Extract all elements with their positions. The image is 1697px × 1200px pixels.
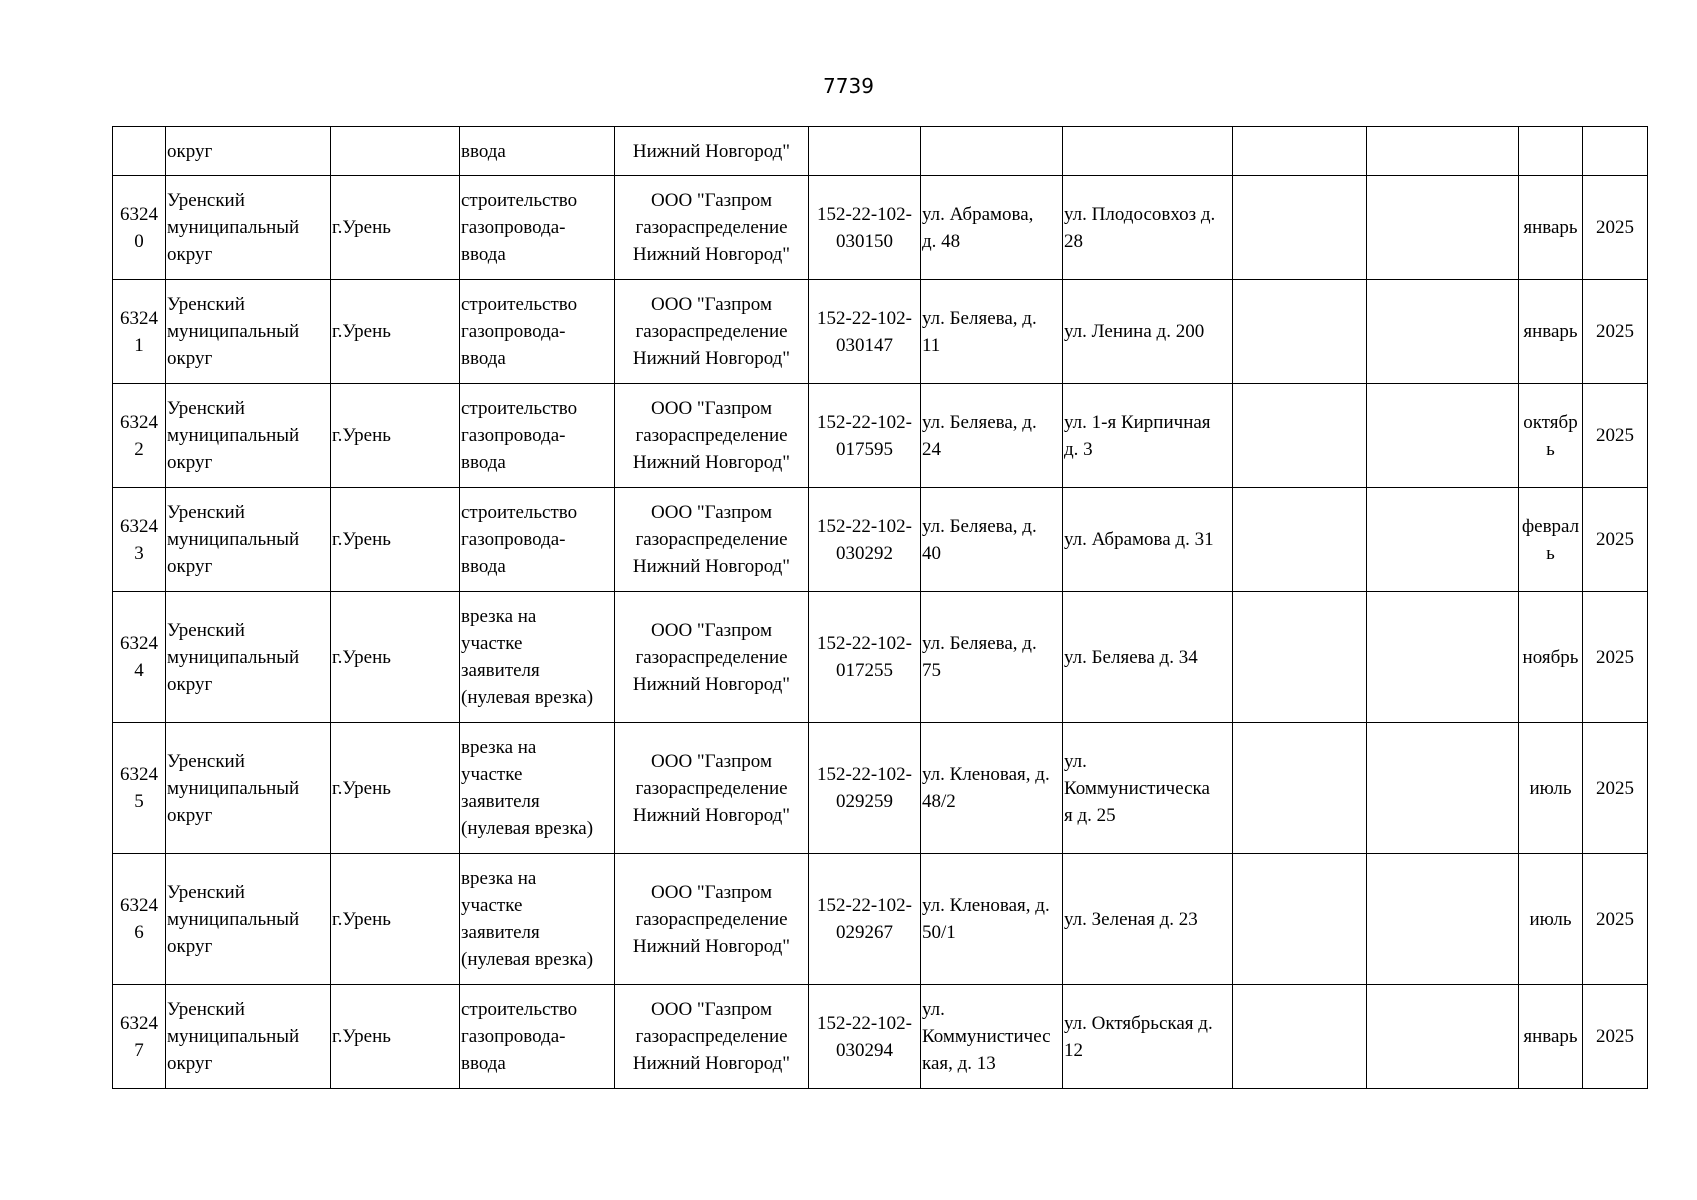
cell-to-address (1063, 854, 1233, 985)
cell-org (615, 127, 809, 176)
cell-num (113, 176, 166, 280)
cell-work-text: строительство газопровода- ввода (461, 398, 578, 473)
gas-connection-register-table (112, 126, 1648, 1089)
cell-city (331, 985, 460, 1089)
cell-month-text: январь (1523, 1026, 1578, 1047)
cell-org (615, 723, 809, 854)
cell-from-address (921, 488, 1063, 592)
cell-work (460, 488, 615, 592)
cell-num-text: 6324 3 (120, 515, 158, 564)
cell-org-text: ООО "Газпром газораспределение Нижний Новгород" (632, 999, 791, 1074)
cell-org-text: ООО "Газпром газораспределение Нижний Новгород" (632, 294, 791, 369)
cell-org (615, 985, 809, 1089)
cell-code-text: 152-22-102- 029259 (817, 764, 912, 812)
cell-empty (1367, 280, 1519, 384)
cell-city-text: г.Урень (332, 217, 391, 238)
cell-code-text: 152-22-102- 030147 (817, 307, 912, 356)
cell-city-text: г.Урень (332, 777, 391, 799)
cell-org (615, 854, 809, 985)
cell-from-address (921, 384, 1063, 488)
cell-month (1519, 384, 1583, 488)
cell-year-text: 2025 (1596, 1026, 1634, 1047)
cell-work (460, 176, 615, 280)
cell-district (166, 280, 331, 384)
table-row (113, 592, 1648, 723)
page-number: 7739 (823, 74, 874, 98)
cell-from-address-text: ул. Кленовая, д. 50/1 (922, 895, 1050, 943)
cell-empty (1233, 488, 1367, 592)
cell-code-text: 152-22-102- 030150 (817, 203, 912, 252)
cell-org (615, 592, 809, 723)
cell-city (331, 488, 460, 592)
cell-org-text: ООО "Газпром газораспределение Нижний Новгород" (632, 750, 791, 826)
cell-from-address-text: ул. Абрамова, д. 48 (922, 203, 1034, 252)
cell-empty (1367, 176, 1519, 280)
cell-org-text: ООО "Газпром газораспределение Нижний Новгород" (632, 619, 791, 695)
cell-city (331, 854, 460, 985)
cell-to-address-text: ул. Октябрьская д. 12 (1064, 1012, 1213, 1061)
cell-code (809, 592, 921, 723)
cell-from-address (921, 176, 1063, 280)
cell-month-text: ноябрь (1522, 646, 1579, 668)
cell-empty (1367, 488, 1519, 592)
cell-from-address-text: ул. Беляева, д. 75 (922, 633, 1037, 681)
cell-work-text: строительство газопровода- ввода (461, 502, 578, 577)
cell-to-address-text: ул. Ленина д. 200 (1064, 321, 1205, 342)
cell-city (331, 280, 460, 384)
cell-num-text: 6324 5 (120, 764, 158, 812)
cell-city-text: г.Урень (332, 321, 391, 342)
work-text: ввода (461, 140, 506, 162)
cell-code-text: 152-22-102- 030294 (817, 1012, 912, 1061)
cell-city (331, 592, 460, 723)
cell-from-address (921, 592, 1063, 723)
cell-district-text: Уренский муниципальный округ (167, 502, 300, 577)
cell-from-address (921, 127, 1063, 176)
cell-from-address (921, 985, 1063, 1089)
cell-year-text: 2025 (1596, 908, 1634, 930)
cell-to-address (1063, 488, 1233, 592)
cell-to-address-text: ул. Абрамова д. 31 (1064, 529, 1214, 550)
cell-month (1519, 592, 1583, 723)
cell-month-text: октябр ь (1523, 411, 1578, 460)
cell-empty (1233, 592, 1367, 723)
cell-month (1519, 127, 1583, 176)
cell-month-text: июль (1529, 777, 1572, 799)
cell-empty (1233, 176, 1367, 280)
table-row (113, 176, 1648, 280)
cell-code (809, 384, 921, 488)
cell-org-text: ООО "Газпром газораспределение Нижний Новгород" (632, 190, 791, 265)
cell-work-text: строительство газопровода- ввода (461, 294, 578, 369)
cell-code-text: 152-22-102- 029267 (817, 895, 912, 943)
cell-code (809, 176, 921, 280)
cell-to-address-text: ул. Коммунистическа я д. 25 (1064, 750, 1210, 826)
cell-to-address (1063, 985, 1233, 1089)
cell-city (331, 723, 460, 854)
cell-work (460, 280, 615, 384)
cell-work (460, 723, 615, 854)
cell-empty (1367, 985, 1519, 1089)
cell-year-text: 2025 (1596, 217, 1634, 238)
cell-num-text: 6324 0 (120, 203, 158, 252)
cell-to-address-text: ул. Беляева д. 34 (1064, 646, 1198, 668)
cell-district (166, 127, 331, 176)
cell-code-text: 152-22-102- 030292 (817, 515, 912, 564)
table-row (113, 488, 1648, 592)
cell-year-text: 2025 (1596, 646, 1634, 668)
cell-city (331, 176, 460, 280)
cell-org-text: ООО "Газпром газораспределение Нижний Новгород" (632, 502, 791, 577)
cell-district (166, 384, 331, 488)
cell-city (331, 127, 460, 176)
cell-empty (1233, 280, 1367, 384)
cell-year-text: 2025 (1596, 529, 1634, 550)
cell-city (331, 384, 460, 488)
cell-district (166, 723, 331, 854)
cell-from-address-text: ул. Кленовая, д. 48/2 (922, 764, 1050, 812)
cell-org-text: ООО "Газпром газораспределение Нижний Новгород" (632, 881, 791, 957)
cell-district-text: Уренский муниципальный округ (167, 999, 300, 1074)
cell-work-text: строительство газопровода- ввода (461, 190, 578, 265)
cell-to-address (1063, 280, 1233, 384)
cell-empty (1233, 384, 1367, 488)
org-text: Нижний Новгород" (632, 140, 791, 162)
cell-empty (1367, 384, 1519, 488)
cell-org (615, 280, 809, 384)
cell-month-text: январь (1523, 217, 1578, 238)
cell-work (460, 384, 615, 488)
cell-from-address-text: ул. Беляева, д. 24 (922, 411, 1037, 460)
cell-num-text: 6324 4 (120, 633, 158, 681)
cell-district (166, 854, 331, 985)
cell-year-text: 2025 (1596, 425, 1634, 446)
cell-to-address-text: ул. Зеленая д. 23 (1064, 908, 1198, 930)
cell-org-text: ООО "Газпром газораспределение Нижний Новгород" (632, 398, 791, 473)
table-row (113, 384, 1648, 488)
cell-from-address-text: ул. Беляева, д. 11 (922, 307, 1037, 356)
cell-num-text: 6324 1 (120, 307, 158, 356)
cell-num (113, 488, 166, 592)
cell-year-text: 2025 (1596, 321, 1634, 342)
cell-month (1519, 280, 1583, 384)
cell-num (113, 854, 166, 985)
cell-district-text: Уренский муниципальный округ (167, 398, 300, 473)
cell-year (1583, 592, 1648, 723)
cell-work-text: врезка на участке заявителя (нулевая врезка) (461, 737, 594, 839)
cell-empty (1367, 723, 1519, 854)
cell-work-text: строительство газопровода- ввода (461, 999, 578, 1074)
cell-org (615, 176, 809, 280)
cell-year (1583, 176, 1648, 280)
cell-to-address-text: ул. Плодосовхоз д. 28 (1064, 203, 1216, 252)
cell-code-text: 152-22-102- 017255 (817, 633, 912, 681)
cell-num (113, 127, 166, 176)
cell-num (113, 280, 166, 384)
cell-num-text: 6324 6 (120, 895, 158, 943)
table-body (113, 176, 1648, 1089)
cell-org (615, 384, 809, 488)
cell-district-text: Уренский муниципальный округ (167, 190, 300, 265)
cell-year (1583, 127, 1648, 176)
cell-year (1583, 723, 1648, 854)
cell-from-address-text: ул. Коммунистичес кая, д. 13 (922, 999, 1051, 1074)
cell-num-text: 6324 7 (120, 1012, 158, 1061)
table-row (113, 280, 1648, 384)
table-row (113, 854, 1648, 985)
cell-empty (1233, 985, 1367, 1089)
cell-code-text: 152-22-102- 017595 (817, 411, 912, 460)
cell-district (166, 488, 331, 592)
cell-year (1583, 488, 1648, 592)
cell-month (1519, 488, 1583, 592)
cell-city-text: г.Урень (332, 646, 391, 668)
cell-code (809, 127, 921, 176)
cell-empty (1233, 854, 1367, 985)
cell-num (113, 985, 166, 1089)
table-row (113, 723, 1648, 854)
cell-to-address (1063, 176, 1233, 280)
cell-month (1519, 723, 1583, 854)
cell-to-address (1063, 127, 1233, 176)
cell-from-address (921, 854, 1063, 985)
cell-work (460, 854, 615, 985)
cell-city-text: г.Урень (332, 529, 391, 550)
cell-work (460, 985, 615, 1089)
cell-district (166, 592, 331, 723)
cell-month-text: июль (1529, 908, 1572, 930)
cell-to-address (1063, 723, 1233, 854)
cell-city-text: г.Урень (332, 425, 391, 446)
cell-year (1583, 280, 1648, 384)
cell-code (809, 723, 921, 854)
cell-empty (1367, 592, 1519, 723)
cell-org (615, 488, 809, 592)
cell-month-text: феврал ь (1521, 515, 1580, 564)
cell-work-text: врезка на участке заявителя (нулевая врезка) (461, 868, 594, 970)
cell-from-address-text: ул. Беляева, д. 40 (922, 515, 1037, 564)
cell-month-text: январь (1523, 321, 1578, 342)
cell-district (166, 176, 331, 280)
cell-from-address (921, 723, 1063, 854)
cell-work (460, 592, 615, 723)
cell-empty (1367, 127, 1519, 176)
table-row (113, 985, 1648, 1089)
cell-month (1519, 854, 1583, 985)
cell-district-text: Уренский муниципальный округ (167, 881, 300, 957)
cell-to-address-text: ул. 1-я Кирпичная д. 3 (1064, 411, 1211, 460)
cell-num-text: 6324 2 (120, 411, 158, 460)
district-text: округ (167, 140, 213, 162)
cell-year (1583, 854, 1648, 985)
cell-district (166, 985, 331, 1089)
cell-empty (1367, 854, 1519, 985)
cell-district-text: Уренский муниципальный округ (167, 619, 300, 695)
cell-district-text: Уренский муниципальный округ (167, 294, 300, 369)
cell-year (1583, 985, 1648, 1089)
cell-num (113, 723, 166, 854)
cell-code (809, 280, 921, 384)
cell-work (460, 127, 615, 176)
cell-year (1583, 384, 1648, 488)
cell-month (1519, 176, 1583, 280)
cell-code (809, 488, 921, 592)
cell-to-address (1063, 384, 1233, 488)
cell-city-text: г.Урень (332, 1026, 391, 1047)
cell-to-address (1063, 592, 1233, 723)
cell-code (809, 985, 921, 1089)
cell-from-address (921, 280, 1063, 384)
cell-num (113, 384, 166, 488)
cell-num (113, 592, 166, 723)
cell-city-text: г.Урень (332, 908, 391, 930)
cell-empty (1233, 127, 1367, 176)
cell-code (809, 854, 921, 985)
cell-district-text: Уренский муниципальный округ (167, 750, 300, 826)
table-row-continuation (113, 127, 1648, 176)
cell-work-text: врезка на участке заявителя (нулевая врезка) (461, 606, 594, 708)
cell-year-text: 2025 (1596, 777, 1634, 799)
cell-month (1519, 985, 1583, 1089)
cell-empty (1233, 723, 1367, 854)
